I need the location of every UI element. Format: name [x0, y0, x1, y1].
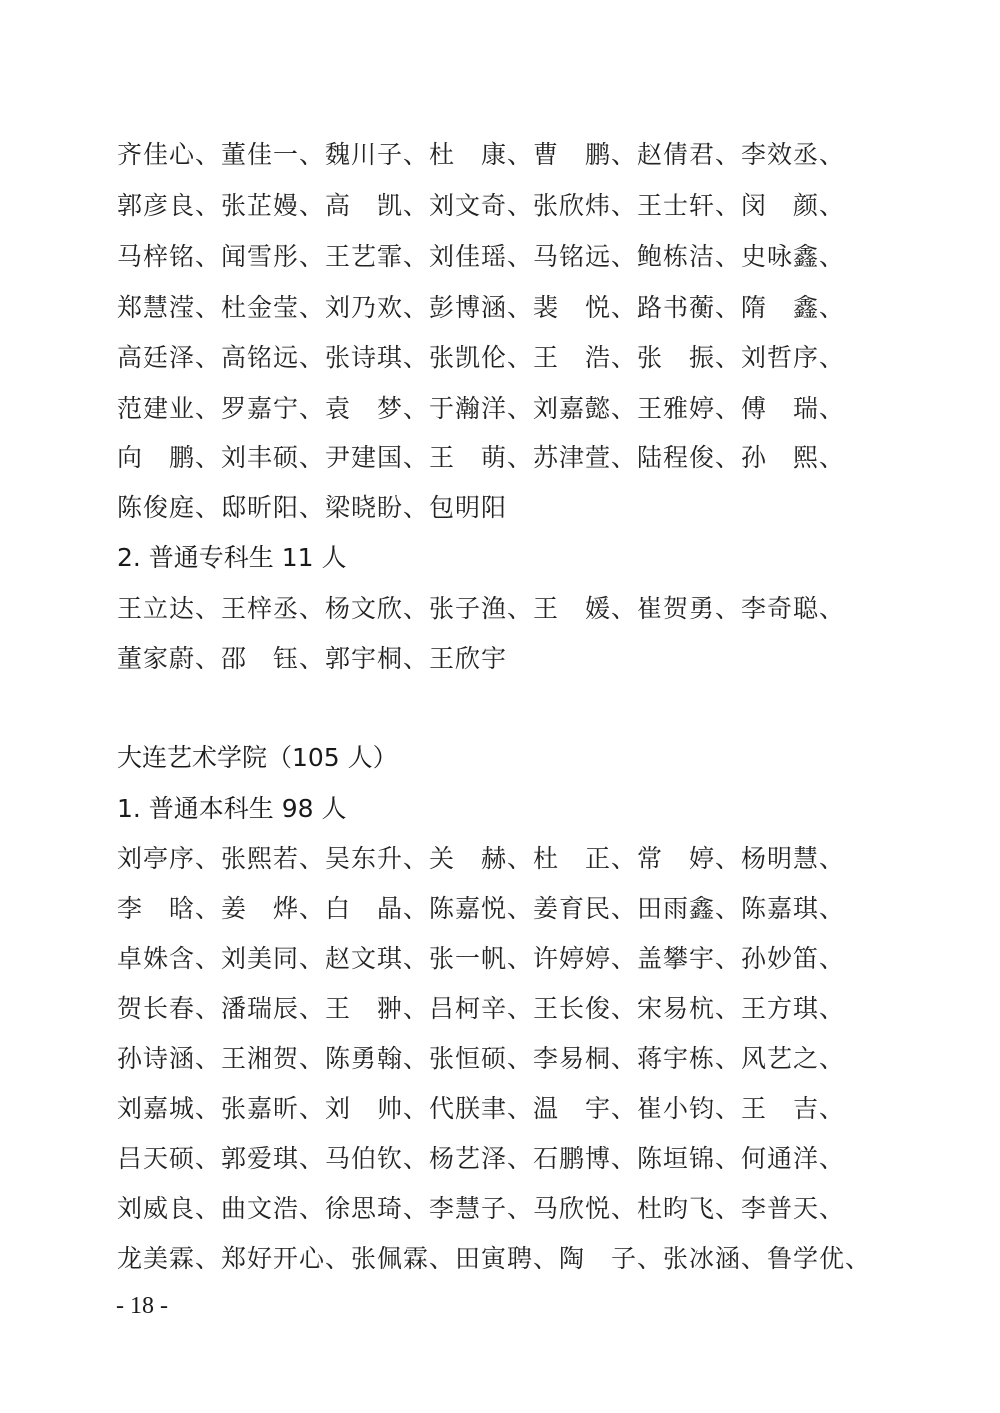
name-list-line: 范建业、罗嘉宁、袁 梦、于瀚洋、刘嘉懿、王雅婷、傅 瑞、	[117, 394, 846, 423]
name-list-line: 陈俊庭、邸昕阳、梁晓盼、包明阳	[117, 493, 508, 522]
subsection-heading: 1. 普通本科生 98 人	[117, 794, 347, 823]
name-list-line: 吕天硕、郭爱琪、马伯钦、杨艺泽、石鹏博、陈垣锦、何通洋、	[117, 1144, 846, 1173]
name-list-line: 刘威良、曲文浩、徐思琦、李慧子、马欣悦、杜昀飞、李普天、	[117, 1194, 846, 1223]
name-list-line: 刘亭序、张熙若、吴东升、关 赫、杜 正、常 婷、杨明慧、	[117, 844, 846, 873]
page-number: - 18 -	[116, 1293, 168, 1319]
name-list-line: 高廷泽、高铭远、张诗琪、张凯伦、王 浩、张 振、刘哲序、	[117, 343, 846, 372]
name-list-line: 李 晗、姜 烨、白 晶、陈嘉悦、姜育民、田雨鑫、陈嘉琪、	[117, 894, 846, 923]
subsection-heading: 2. 普通专科生 11 人	[117, 543, 347, 572]
name-list-line: 王立达、王梓丞、杨文欣、张子渔、王 媛、崔贺勇、李奇聪、	[117, 594, 846, 623]
name-list-line: 贺长春、潘瑞辰、王 翀、吕柯辛、王长俊、宋易杭、王方琪、	[117, 994, 846, 1023]
name-list-line: 龙美霖、郑好开心、张佩霖、田寅聘、陶 子、张冰涵、鲁学优、	[117, 1244, 872, 1273]
name-list-line: 齐佳心、董佳一、魏川子、杜 康、曹 鹏、赵倩君、李效丞、	[117, 140, 846, 169]
section-heading: 大连艺术学院（105 人）	[117, 743, 398, 772]
name-list-line: 卓姝含、刘美同、赵文琪、张一帆、许婷婷、盖攀宇、孙妙笛、	[117, 944, 846, 973]
name-list-line: 刘嘉城、张嘉昕、刘 帅、代朕聿、温 宇、崔小钧、王 吉、	[117, 1094, 846, 1123]
name-list-line: 向 鹏、刘丰硕、尹建国、王 萌、苏津萱、陆程俊、孙 熙、	[117, 443, 846, 472]
name-list-line: 董家蔚、邵 钰、郭宇桐、王欣宇	[117, 644, 508, 673]
name-list-line: 孙诗涵、王湘贺、陈勇翰、张恒硕、李易桐、蒋宇栋、风艺之、	[117, 1044, 846, 1073]
name-list-line: 郑慧滢、杜金莹、刘乃欢、彭博涵、裴 悦、路书蘅、隋 鑫、	[117, 293, 846, 322]
name-list-line: 马梓铭、闻雪彤、王艺霏、刘佳瑶、马铭远、鲍栋洁、史咏鑫、	[117, 242, 846, 271]
name-list-line: 郭彦良、张芷嫚、高 凯、刘文奇、张欣炜、王士轩、闵 颜、	[117, 191, 846, 220]
